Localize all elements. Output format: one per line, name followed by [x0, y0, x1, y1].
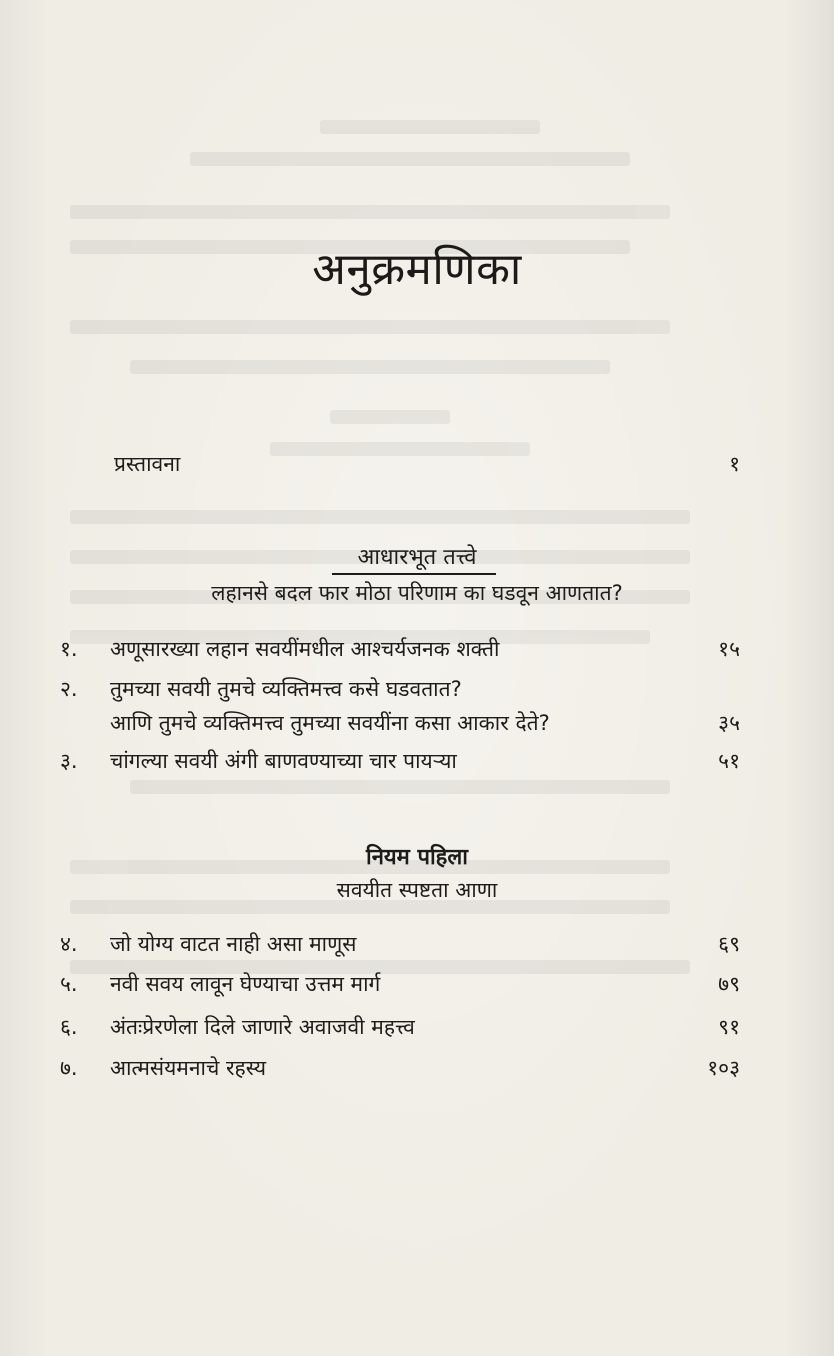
toc-entry-number: ५.	[60, 972, 78, 996]
toc-entry-label: चांगल्या सवयी अंगी बाणवण्याच्या चार पायऱ्या	[110, 749, 457, 773]
toc-entry-label: आत्मसंयमनाचे रहस्य	[110, 1056, 267, 1080]
section-subheading: लहानसे बदल फार मोठा परिणाम का घडवून आणतात?	[211, 581, 623, 605]
toc-entry-number: ६.	[60, 1015, 78, 1039]
toc-entry-page: ३५	[718, 711, 740, 735]
toc-entry-label: प्रस्तावना	[114, 452, 181, 476]
toc-entry-page: ५१	[718, 749, 740, 773]
toc-entry-page: १	[729, 452, 740, 476]
toc-entry-page: ७९	[718, 972, 740, 996]
toc-entry-number: ३.	[60, 749, 78, 773]
toc-entry-number: २.	[60, 677, 78, 701]
toc-entry-label: तुमच्या सवयी तुमचे व्यक्तिमत्त्व कसे घडवतात?	[110, 677, 462, 701]
section-subheading: सवयीत स्पष्टता आणा	[336, 878, 498, 902]
page-title: अनुक्रमणिका	[312, 244, 522, 295]
toc-entry-page: ९१	[718, 1015, 740, 1039]
section-heading: आधारभूत तत्त्वे	[357, 545, 477, 570]
toc-entry-number: ७.	[60, 1056, 78, 1080]
toc-entry-label: अणूसारख्या लहान सवयींमधील आश्चर्यजनक शक्ती	[110, 637, 500, 661]
section-heading: नियम पहिला	[366, 845, 468, 870]
toc-entry-label: जो योग्य वाटत नाही असा माणूस	[110, 932, 357, 956]
toc-entry-page: ६९	[718, 932, 740, 956]
toc-entry-page: १०३	[707, 1056, 740, 1080]
toc-entry-label: आणि तुमचे व्यक्तिमत्त्व तुमच्या सवयींना कसा आकार देते?	[110, 711, 550, 735]
toc-entry-number: ४.	[60, 932, 78, 956]
toc-entry-label: अंतःप्रेरणेला दिले जाणारे अवाजवी महत्त्व	[110, 1015, 415, 1039]
toc-entry-label: नवी सवय लावून घेण्याचा उत्तम मार्ग	[110, 972, 381, 996]
section-heading-underline	[332, 573, 496, 575]
toc-entry-number: १.	[60, 637, 78, 661]
toc-entry-page: १५	[718, 637, 740, 661]
